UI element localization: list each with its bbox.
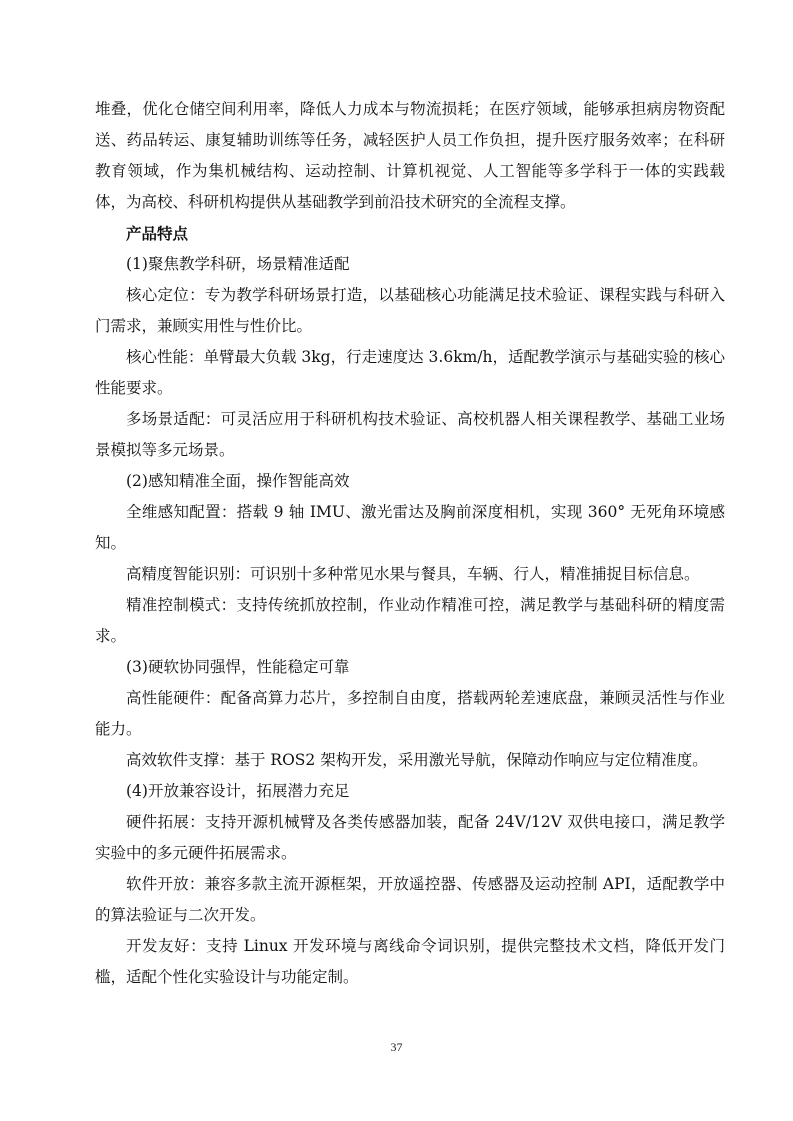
feature-subheading: (3)硬软协同强悍，性能稳定可靠 — [126, 658, 350, 676]
feature-subheading: (4)开放兼容设计，拓展潜力充足 — [126, 782, 350, 800]
paragraph: 全维感知配置：搭载 9 轴 IMU、激光雷达及胸前深度相机，实现 360° 无死角环境感知。 — [95, 503, 725, 552]
paragraph-continuation: 堆叠，优化仓储空间利用率，降低人力成本与物流损耗；在医疗领域，能够承担病房物资配送、药品转运、康复辅助训练等任务，减轻医护人员工作负担，提升医疗服务效率；在科研教育领域，作为集机械结构、运动控制、计算机视觉、人工智能等多学科于一体的实践载体，为高校、科研机构提供从基础教学到前沿技术研究的全流程支撑。 — [95, 100, 725, 211]
section-heading: 产品特点 — [126, 224, 189, 243]
paragraph: 核心定位：专为教学科研场景打造，以基础核心功能满足技术验证、课程实践与科研入门需求，兼顾实用性与性价比。 — [95, 286, 725, 335]
paragraph: 高性能硬件：配备高算力芯片，多控制自由度，搭载两轮差速底盘，兼顾灵活性与作业能力。 — [95, 689, 725, 738]
paragraph: 精准控制模式：支持传统抓放控制，作业动作精准可控，满足教学与基础科研的精度需求。 — [95, 596, 725, 645]
page-body — [95, 94, 725, 993]
paragraph: 高精度智能识别：可识别十多种常见水果与餐具，车辆、行人，精准捕捉目标信息。 — [126, 565, 700, 583]
feature-subheading: (1)聚焦教学科研，场景精准适配 — [126, 255, 350, 273]
paragraph: 软件开放：兼容多款主流开源框架，开放遥控器、传感器及运动控制 API，适配教学中的算法验证与二次开发。 — [95, 875, 725, 924]
paragraph: 核心性能：单臂最大负载 3kg，行走速度达 3.6km/h，适配教学演示与基础实验的核心性能要求。 — [95, 348, 725, 397]
paragraph: 多场景适配：可灵活应用于科研机构技术验证、高校机器人相关课程教学、基础工业场景模拟等多元场景。 — [95, 410, 725, 459]
paragraph: 硬件拓展：支持开源机械臂及各类传感器加装，配备 24V/12V 双供电接口，满足教学实验中的多元硬件拓展需求。 — [95, 813, 725, 862]
paragraph: 开发友好：支持 Linux 开发环境与离线命令词识别，提供完整技术文档，降低开发门槛，适配个性化实验设计与功能定制。 — [95, 937, 725, 986]
feature-subheading: (2)感知精准全面，操作智能高效 — [126, 472, 350, 490]
page-number: 37 — [390, 1040, 403, 1054]
paragraph: 高效软件支撑：基于 ROS2 架构开发，采用激光导航，保障动作响应与定位精准度。 — [126, 751, 708, 769]
